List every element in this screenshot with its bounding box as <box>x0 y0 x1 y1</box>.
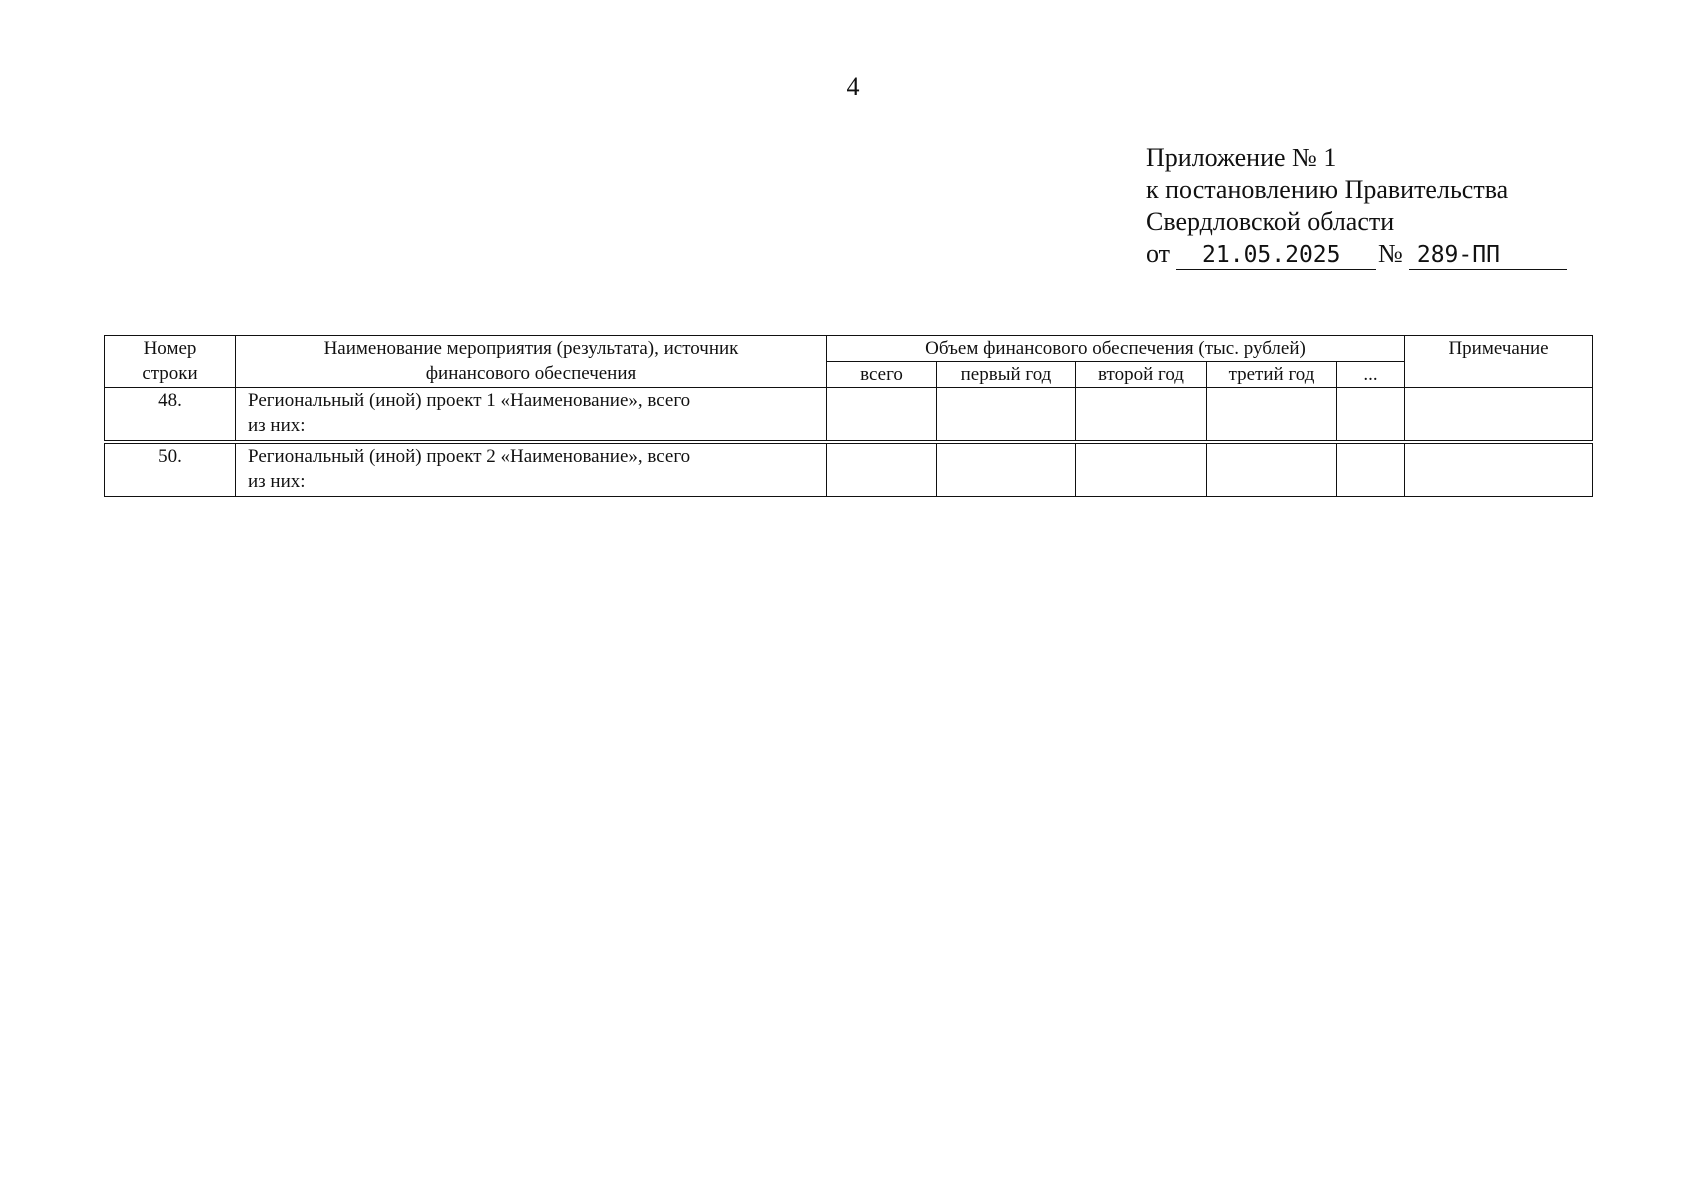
row-name-line1: Региональный (иной) проект 1 «Наименование», всего <box>248 390 691 411</box>
row-name-line1: Региональный (иной) проект 2 «Наименование», всего <box>248 446 691 467</box>
cell-total <box>827 388 937 441</box>
header-row-number-line1: Номер <box>143 338 197 359</box>
number-sign: № <box>1378 239 1403 268</box>
table-row <box>105 444 1593 497</box>
header-volume: Объем финансового обеспечения (тыс. рублей) <box>827 336 1405 362</box>
appendix-title: Приложение № 1 <box>1146 143 1337 172</box>
header-name-line1: Наименование мероприятия (результата), источник <box>323 338 739 359</box>
header-total: всего <box>827 362 937 388</box>
cell-note <box>1405 388 1593 441</box>
page-number: 4 <box>846 72 860 101</box>
cell-year2 <box>1076 388 1207 441</box>
cell-note <box>1405 444 1593 497</box>
row-number: 48. <box>105 388 236 441</box>
cell-more <box>1337 444 1405 497</box>
header-name <box>236 336 827 388</box>
cell-year3 <box>1207 444 1337 497</box>
header-name-line2: финансового обеспечения <box>425 363 637 384</box>
header-year1: первый год <box>937 362 1076 388</box>
cell-year1 <box>937 444 1076 497</box>
cell-year1 <box>937 388 1076 441</box>
appendix-block <box>1146 142 1686 270</box>
financing-table <box>104 335 1593 497</box>
header-row-1 <box>105 336 1593 362</box>
appendix-date-line <box>1146 238 1686 270</box>
row-name-line2: из них: <box>248 471 306 492</box>
cell-year2 <box>1076 444 1207 497</box>
row-number: 50. <box>105 444 236 497</box>
cell-more <box>1337 388 1405 441</box>
header-row-number <box>105 336 236 388</box>
row-name <box>236 388 827 441</box>
table-row <box>105 388 1593 441</box>
date-prefix: от <box>1146 239 1171 268</box>
resolution-date: 21.05.2025 <box>1176 241 1376 270</box>
header-year3: третий год <box>1207 362 1337 388</box>
header-year2: второй год <box>1076 362 1207 388</box>
header-more: ... <box>1337 362 1405 388</box>
header-row-number-line2: строки <box>142 363 198 384</box>
resolution-number: 289-ПП <box>1409 241 1567 270</box>
row-name-line2: из них: <box>248 415 306 436</box>
cell-total <box>827 444 937 497</box>
cell-year3 <box>1207 388 1337 441</box>
appendix-region: Свердловской области <box>1146 207 1395 236</box>
row-name <box>236 444 827 497</box>
appendix-resolution: к постановлению Правительства <box>1146 175 1509 204</box>
header-note: Примечание <box>1405 336 1593 388</box>
